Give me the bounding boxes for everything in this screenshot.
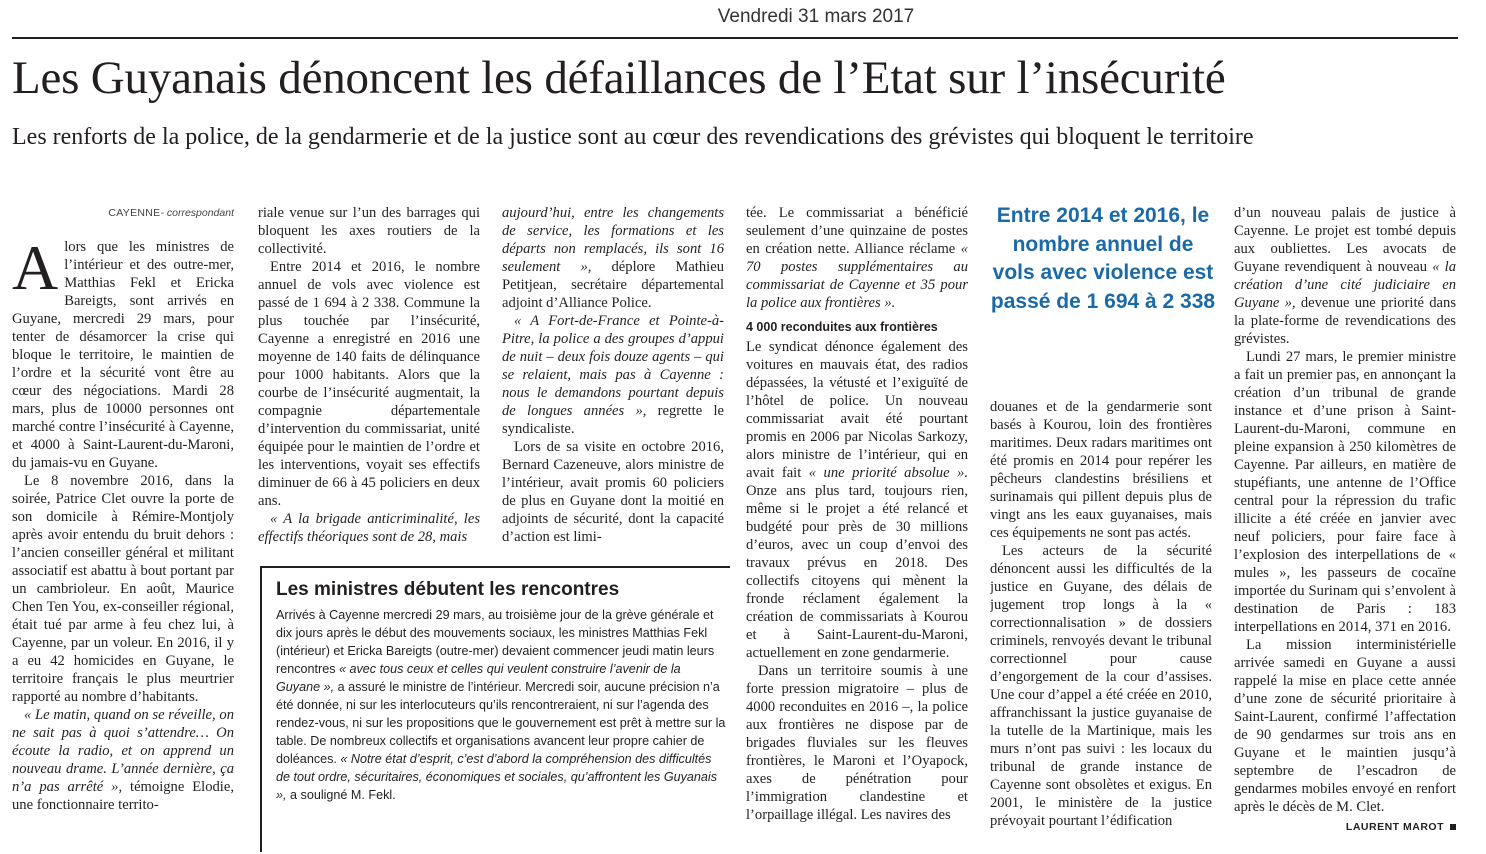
quote-text: « la création d’une cité judiciaire en Guyane », <box>1234 259 1456 311</box>
paragraph: douanes et de la gendarmerie sont basés à Kourou, loin des frontières maritimes. Deux radars maritimes ont été promis en 2014 pour repérer les pêcheurs clandestins brésiliens et surinamais qui pillent depuis plus de vingt ans les eaux guyanaises, mais ces équipements ne sont pas actés. <box>990 399 1212 541</box>
quote-text: « Le matin, quand on se réveille, on ne sait pas à quoi s’attendre… On écoute la radio, et on apprend un nouveau drame. L’année dernière, ça n’a pas arrêté », <box>12 707 234 795</box>
issue-date: Vendredi 31 mars 2017 <box>717 6 915 27</box>
paragraph: Lundi 27 mars, le premier ministre a fait un premier pas, en annonçant la création d’un tribunal de grande instance et d’une prison à Saint-Laurent-du-Maroni, commune en pleine expansion à 250 kilomètres de Cayenne. Par ailleurs, en matière de stupéfiants, une antenne de l’Office central pour la répression du trafic illicite a été créée en janvier avec neuf policiers, pour faire face à l’explosion des interpellations de « mules », les passeurs de cocaïne importée du Surinam qui s’envolent à destination de Paris : 183 interpellations en 2014, 371 en 2016. <box>1234 349 1456 635</box>
author-signature <box>1234 818 1456 836</box>
byline-role: - correspondant <box>160 207 234 219</box>
sidebar-text-part: Arrivés à Cayenne mercredi 29 mars, au troisième jour de la grève générale et dix jours après le début des mouvements sociaux, les ministres Matthias Fekl (intérieur) et Ericka Bareigts (outre-mer) devaient commencer jeudi matin leurs rencontres <box>276 608 715 676</box>
sidebar-box <box>260 566 730 854</box>
article-headline: Les Guyanais dénoncent les défaillances de l’Etat sur l’insécurité <box>12 52 1226 104</box>
paragraph <box>1234 204 1456 348</box>
paragraph-quote <box>502 204 724 312</box>
paragraph: Les acteurs de la sécurité dénoncent aussi les difficultés de la justice en Guyane, des délais de jugement trop longs à la « correctionnalisation » de dossiers criminels, renvoyés devant le tribunal correctionnel pour cause d’engorgement de la cour d’assises. Une cour d’appel a été créée en 2010, affranchissant la justice guyanaise de la tutelle de la Martinique, mais les murs n’ont pas suivi : les locaux du tribunal de grande instance de Cayenne sont obsolètes et exigus. En 2001, le ministère de la justice prévoyait pourtant l’édification <box>990 543 1212 829</box>
paragraph-text: d’un nouveau palais de justice à Cayenne. Le projet est tombé depuis aux oubliettes. Les avocats de Guyane revendiquent à nouveau <box>1234 205 1456 275</box>
column-1 <box>12 204 234 850</box>
sidebar-quote: « Notre état d’esprit, c’est d’abord la compréhension des difficultés de tout ordre, sécuritaires, économiques et sociales, qu’affrontent les Guyanais », <box>276 752 718 802</box>
author-name: LAURENT MAROT <box>1345 821 1444 833</box>
sidebar-rule <box>260 566 262 852</box>
quote-text: « 70 postes supplémentaires au commissariat de Cayenne et 35 pour la police aux frontières ». <box>746 241 968 311</box>
lead-text: lors que les ministres de l’intérieur et des outre-mer, Matthias Fekl et Ericka Bareigts, sont arrivés en Guyane, mercredi 29 mars, pour tenter de désamorcer la crise qui bloque le territoire, le maintien de l’ordre et la sécurité vont être au cœur des négociations. Mardi 28 mars, plus de 10000 personnes ont marché contre l’insécurité à Cayenne, et 4000 à Saint-Laurent-du-Maroni, du jamais-vu en Guyane. <box>12 239 234 471</box>
paragraph-text: devenue une priorité dans la plate-forme de revendications des grévistes. <box>1234 295 1456 347</box>
paragraph-quote <box>12 706 234 814</box>
paragraph: La mission interministérielle arrivée samedi en Guyane a aussi rappelé la mise en place cette année d’une zone de sécurité prioritaire à Saint-Laurent, confirmé l’affectation de 90 gendarmes sur trois ans en Guyane et le maintien jusqu’à septembre de l’escadron de gendarmes mobiles envoyé en renfort après le décès de M. Clet. <box>1234 637 1456 815</box>
sidebar-title: Les ministres débutent les rencontres <box>276 579 620 600</box>
intertitle: 4 000 reconduites aux frontières <box>746 320 938 334</box>
byline <box>12 204 234 222</box>
paragraph: Lors de sa visite en octobre 2016, Bernard Cazeneuve, alors ministre de l’intérieur, avait promis 60 policiers de plus en Guyane dont la moitié en adjoints de sécurité, dont la capacité d’action est limi- <box>502 439 724 545</box>
column-3 <box>502 204 724 556</box>
quote-text: « A Fort-de-France et Pointe-à-Pitre, la police a des groupes d’appui de nuit – deux fois douze agents – qui se relaient, mais pas à Cayenne : nous le demandons pourtant depuis de longues années », <box>502 313 724 419</box>
byline-place: CAYENNE <box>108 207 161 219</box>
pull-quote: Entre 2014 et 2016, le nombre annuel de vols avec violence est passé de 1 694 à 2 338 <box>990 204 1216 313</box>
quote-attribution: témoigne Elodie, une fonctionnaire territo- <box>12 779 234 813</box>
paragraph: Le 8 novembre 2016, dans la soirée, Patrice Clet ouvre la porte de son domicile à Rémire-Montjoly après avoir entendu du bruit dehors : l’ancien conseiller général et militant associatif est abattu à bout portant par un cambrioleur. En août, Maurice Chen Ten You, ex-conseiller régional, était tué par arme à feu chez lui, à Cayenne, par un voleur. En 2016, il y a eu 42 homicides en Guyane, le territoire français le plus meurtrier rapporté au nombre d’habitants. <box>12 473 234 705</box>
quote-text: « A la brigade anticriminalité, les effectifs théoriques sont de 28, mais <box>258 511 480 545</box>
paragraph-quote <box>502 312 724 438</box>
header-rule <box>12 37 1458 39</box>
lead-paragraph <box>12 232 234 472</box>
paragraph-quote <box>258 510 480 546</box>
quote-attribution: déplore Mathieu Petitjean, secrétaire départemental adjoint d’Alliance Police. <box>502 259 724 311</box>
column-5 <box>990 398 1212 850</box>
paragraph: Dans un territoire soumis à une forte pression migratoire – plus de 4000 reconduites en 2016 –, la police aux frontières ne dispose par de brigades fluviales sur les fleuves frontières, le Maroni et l’Oyapock, axes de pénétration pour l’immigration clandestine et l’orpaillage illégal. Les navires des <box>746 663 968 823</box>
sidebar-quote: « avec tous ceux et celles qui veulent construire l’avenir de la Guyane », <box>276 662 681 694</box>
quote-text: aujourd’hui, entre les changements de service, les formations et les départs non remplacés, ils sont 16 seulement », <box>502 205 724 275</box>
article-subhead: Les renforts de la police, de la gendarmerie et de la justice sont au cœur des revendications des grévistes qui bloquent le territoire <box>12 124 1254 150</box>
column-4 <box>746 204 968 850</box>
quote-text: « une priorité absolue ». <box>808 465 968 481</box>
sidebar-text <box>276 606 726 804</box>
end-mark-icon <box>1450 824 1456 830</box>
paragraph-text: Onze ans plus tard, toujours rien, même si le projet a été relancé et budgété pour près de 30 millions d’euros, avec un coup d’envoi des travaux prévus en 2018. Des collectifs citoyens qui mènent la fronde réclament également la création de commissariats à Kourou et à Saint-Laurent-du-Maroni, actuellement en zone gendarmerie. <box>746 483 968 661</box>
paragraph-text: tée. Le commissariat a bénéficié seulement d’une quinzaine de postes en création nette. Alliance réclame <box>746 205 968 257</box>
paragraph <box>746 338 968 662</box>
dropcap: A <box>12 232 59 303</box>
paragraph: riale venue sur l’un des barrages qui bloquent les axes routiers de la collectivité. <box>258 205 480 257</box>
sidebar-text-part: a souligné M. Fekl. <box>286 788 396 802</box>
paragraph: Entre 2014 et 2016, le nombre annuel de vols avec violence est passé de 1 694 à 2 338. Commune la plus touchée par l’insécurité, Cayenne a enregistré en 2016 une moyenne de 140 faits de délinquance pour 1000 habitants. Alors que la courbe de l’insécurité augmentait, la compagnie départementale d’intervention du commissariat, unité équipée pour le maintien de l’ordre et les interventions, voyait ses effectifs diminuer de 66 à 45 policiers en deux ans. <box>258 259 480 509</box>
column-6 <box>1234 204 1456 850</box>
quote-attribution: regrette le syndicaliste. <box>502 403 724 437</box>
column-2 <box>258 204 480 556</box>
sidebar-text-part: a assuré le ministre de l’intérieur. Mercredi soir, aucune précision n’a été donnée, ni sur les interlocuteurs qu’ils rencontreraient, ni sur l’agenda des rendez-vous, ni sur les propositions que le gouvernement est prêt à mettre sur la table. De nombreux collectifs et organisations avancent leur propre cahier de doléances. <box>276 680 726 766</box>
paragraph-text: Le syndicat dénonce également des voitures en mauvais état, des radios dépassées, la vétusté et l’exiguïté de l’hôtel de police. Un nouveau commissariat avait été pourtant promis en 2006 par Nicolas Sarkozy, alors ministre de l’intérieur, qui en avait fait <box>746 339 968 481</box>
paragraph <box>746 204 968 312</box>
